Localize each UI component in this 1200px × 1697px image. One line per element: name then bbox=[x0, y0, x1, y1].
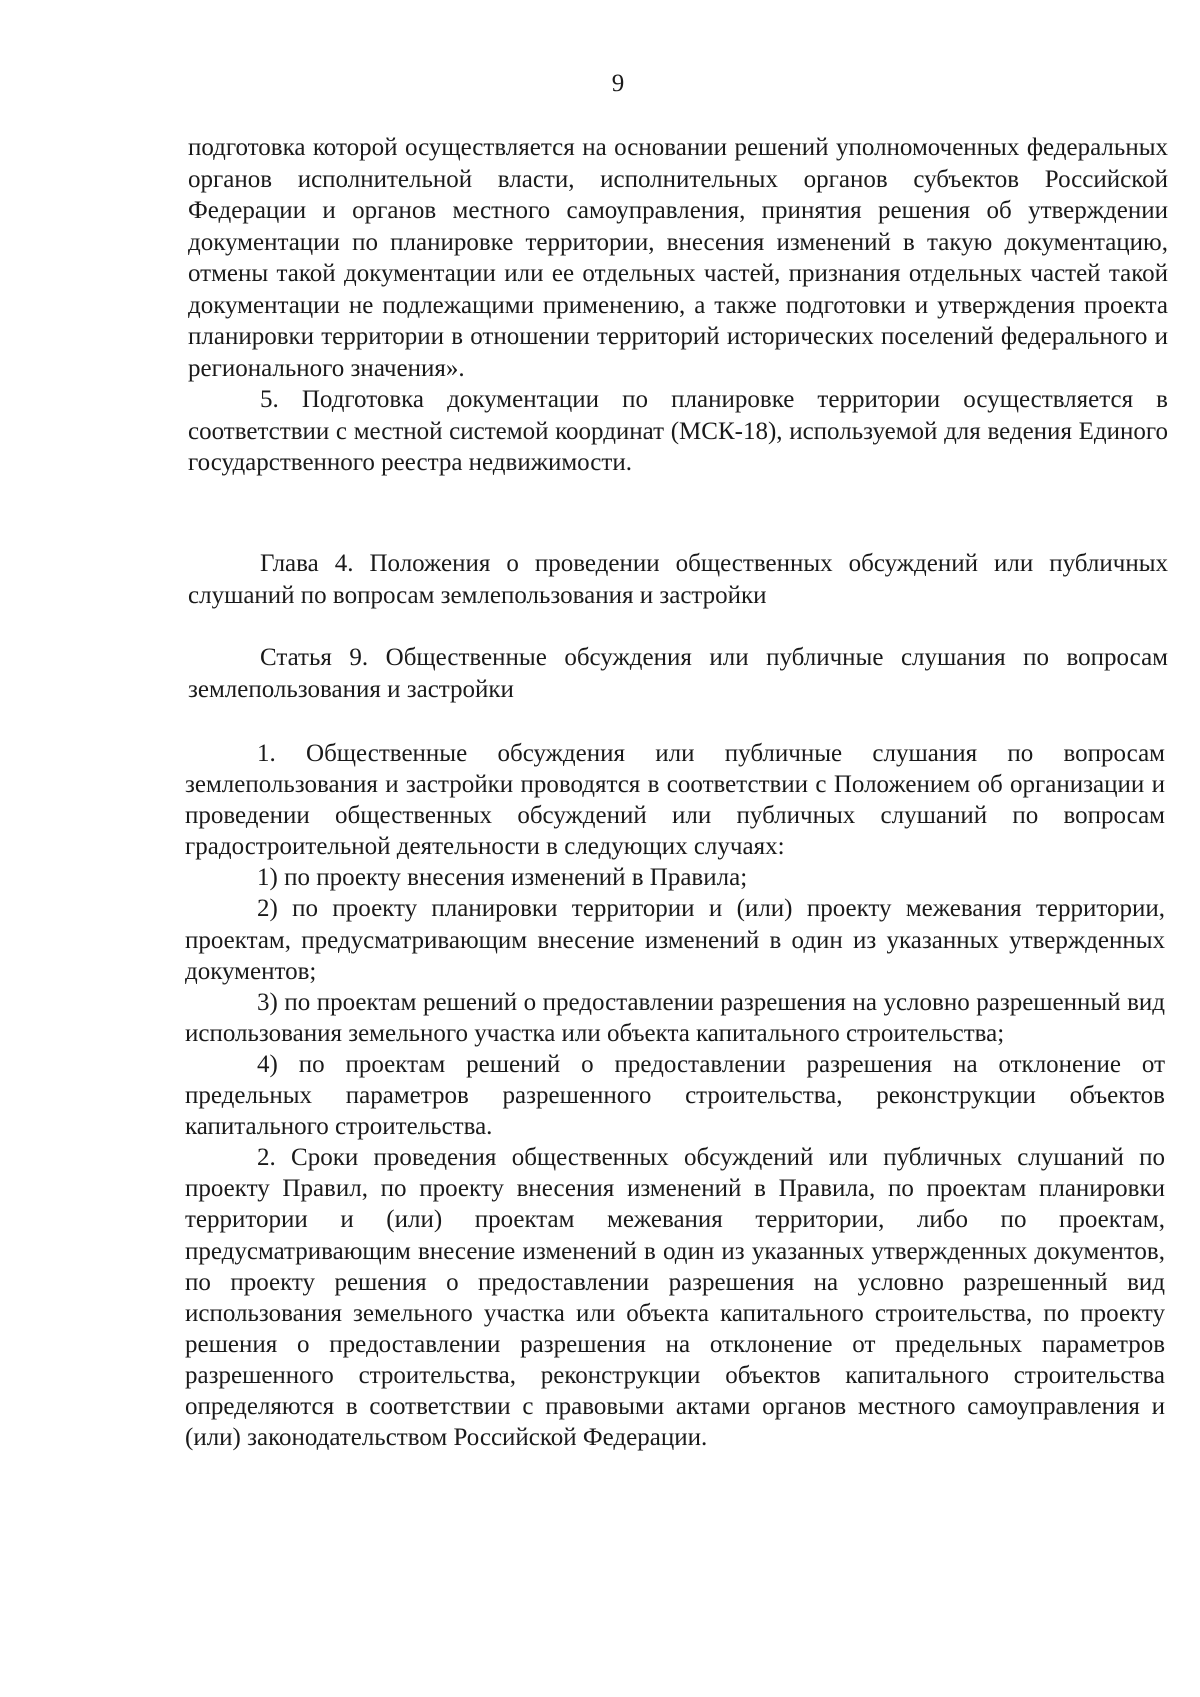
article-subitem-2: 2) по проекту планировки территории и (или) проекту межевания территории, проектам, предусматривающим внесение изменений в один из указанных утвержденных документов; bbox=[185, 895, 1165, 985]
article-body bbox=[185, 738, 1165, 1453]
chapter-heading: Глава 4. Положения о проведении общественных обсуждений или публичных слушаний по вопросам землепользования и застройки bbox=[188, 550, 1168, 609]
continued-text-block bbox=[188, 132, 1168, 479]
article-heading: Статья 9. Общественные обсуждения или публичные слушания по вопросам землепользования и застройки bbox=[188, 644, 1168, 703]
article-paragraph-2: 2. Сроки проведения общественных обсуждений или публичных слушаний по проекту Правил, по проекту внесения изменений в Правила, по проектам планировки территории и (или) проектам межевания территории, либо по проектам, предусматривающим внесение изменений в один из указанных утвержденных документов, по проекту решения о предоставлении разрешения на условно разрешенный вид использования земельного участка или объекта капитального строительства, по проекту решения о предоставлении разрешения на отклонение от предельных параметров разрешенного строительства, реконструкции объектов капитального строительства определяются в соответствии с правовыми актами органов местного самоуправления и (или) законодательством Российской Федерации. bbox=[185, 1144, 1165, 1452]
article-subitem-1: 1) по проекту внесения изменений в Правила; bbox=[257, 864, 748, 892]
article-paragraph-1: 1. Общественные обсуждения или публичные слушания по вопросам землепользования и застройки проводятся в соответствии с Положением об организации и проведении общественных обсуждений или публичных слушаний по вопросам градостроительной деятельности в следующих случаях: bbox=[185, 740, 1165, 861]
paragraph-item-5: 5. Подготовка документации по планировке территории осуществляется в соответствии с местной системой координат (МСК-18), используемой для ведения Единого государственного реестра недвижимости. bbox=[188, 386, 1168, 476]
article-subitem-3: 3) по проектам решений о предоставлении разрешения на условно разрешенный вид использования земельного участка или объекта капитального строительства; bbox=[185, 988, 1165, 1047]
paragraph-continuation: подготовка которой осуществляется на основании решений уполномоченных федеральных органов исполнительной власти, исполнительных органов субъектов Российской Федерации и органов местного самоуправления, принятия решения об утверждении документации по планировке территории, внесения изменений в такую документацию, отмены такой документации или ее отдельных частей, признания отдельных частей такой документации не подлежащими применению, а также подготовки и утверждения проекта планировки территории в отношении территорий исторических поселений федерального и регионального значения». bbox=[188, 134, 1168, 382]
article-subitem-4: 4) по проектам решений о предоставлении разрешения на отклонение от предельных параметров разрешенного строительства, реконструкции объектов капитального строительства. bbox=[185, 1050, 1165, 1141]
page-number: 9 bbox=[611, 70, 625, 97]
